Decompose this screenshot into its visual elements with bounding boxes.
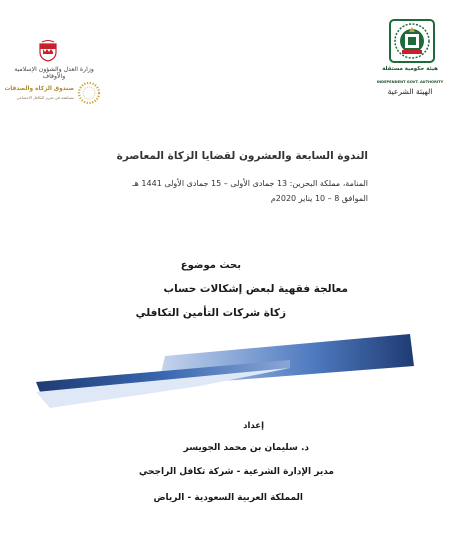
authority-caption: الهيئة الشرعية <box>387 87 433 96</box>
prepared-by-label: إعداد <box>243 421 264 431</box>
author-position: مدير الإدارة الشرعية - شركة تكافل الراجحي <box>138 467 334 477</box>
author-name: د. سليمان بن محمد الجويسر <box>183 443 309 453</box>
fund-ring-icon <box>76 80 102 106</box>
fund-name: صندوق الزكاة والصدقات <box>4 86 74 92</box>
authority-emblem-icon <box>388 18 436 64</box>
page-title: الندوة السابعة والعشرون لقضايا الزكاة المعاصرة <box>116 150 368 162</box>
topic-line-1: معالجة فقهية لبعض إشكالات حساب <box>163 283 348 295</box>
date-line: الموافق 8 – 10 يناير 2020م <box>270 194 368 203</box>
ministry-name: وزارة العدل والشؤون الإسلامية والأوقاف <box>14 66 94 80</box>
author-location: المملكة العربية السعودية - الرياض <box>153 493 303 503</box>
ministry-emblem-icon <box>38 40 58 62</box>
fund-tagline: مساهمة في تعزيز التكافل الاجتماعي <box>16 95 74 100</box>
authority-name-en: INDEPENDENT GOVT. AUTHORITY <box>376 80 444 84</box>
research-label: بحث موضوع <box>180 260 241 271</box>
topic-line-2: زكاة شركات التأمين التكافلي <box>135 307 286 319</box>
venue-line: المنامة، مملكة البحرين: 13 جمادى الأولى – 15 جمادى الأولى 1441 هـ <box>132 179 368 188</box>
authority-name: هيئة حكومية مستقلة <box>382 66 438 72</box>
decorative-banner <box>0 326 454 421</box>
